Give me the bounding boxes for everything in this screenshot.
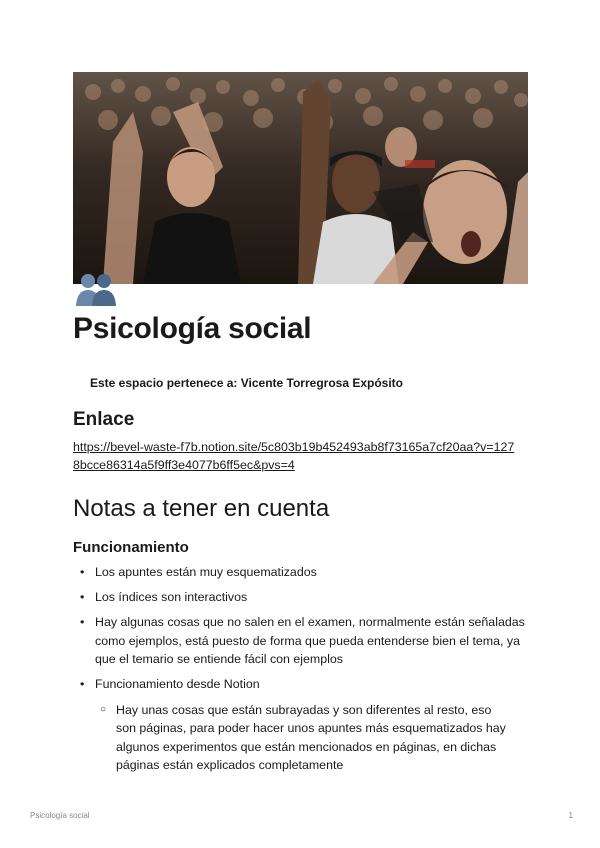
nested-list-item — [95, 701, 513, 775]
notion-link[interactable]: https://bevel-waste-f7b.notion.site/5c803b19b452493ab8f73165a7cf20aa?v=1278bcce86314a5f9ff3e4077b6ff5ec&pvs=4 — [73, 440, 515, 472]
section-heading-enlace: Enlace — [73, 409, 135, 430]
subheading-funcionamiento: Funcionamiento — [73, 539, 189, 556]
two-people-icon — [75, 272, 121, 308]
list-item — [73, 613, 533, 669]
nested-list-item-text: Hay unas cosas que están subrayadas y son diferentes al resto, eso son páginas, para poder hacer unos apuntes más esquematizados hay algunos experimentos que están mencionados en páginas, en dichas páginas están explicados completamente — [116, 702, 506, 772]
list-item-text: Los índices son interactivos — [95, 590, 248, 604]
list-item-text: Hay algunas cosas que no salen en el examen, normalmente están señaladas como ejemplos, está puesto de forma que pueda entenderse bien el tema, ya que el temario se entiende fácil con ejemplos — [95, 615, 525, 666]
bullet-icon: • — [80, 677, 85, 691]
list-item-text: Los apuntes están muy esquematizados — [95, 565, 317, 579]
ownership-callout: Este espacio pertenece a: Vicente Torregrosa Expósito — [90, 376, 404, 390]
crowd-photo — [73, 72, 528, 284]
bullet-icon: • — [80, 565, 85, 579]
list-item — [73, 563, 533, 582]
bullet-icon: • — [80, 615, 85, 629]
cover-image — [73, 72, 528, 284]
page-number: 1 — [568, 811, 573, 820]
list-item — [73, 588, 533, 607]
footer-title: Psicología social — [30, 811, 90, 820]
section-heading-notas: Notas a tener en cuenta — [73, 495, 330, 522]
hollow-bullet-icon: ○ — [100, 703, 107, 715]
list-item — [73, 675, 533, 775]
bullet-icon: • — [80, 590, 85, 604]
nested-list — [95, 701, 513, 775]
page-title: Psicología social — [73, 312, 312, 345]
notes-list — [73, 563, 533, 781]
list-item-text: Funcionamiento desde Notion — [95, 677, 260, 691]
